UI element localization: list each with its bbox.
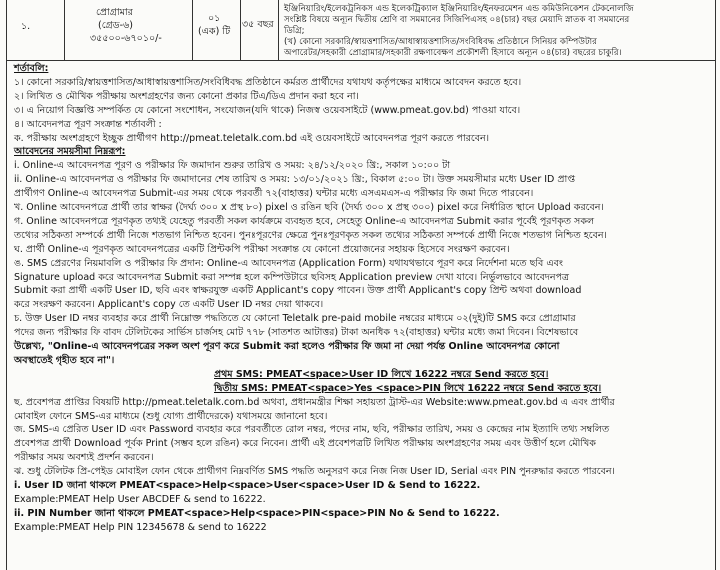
age-limit: ৩৫ বছর: [242, 19, 274, 30]
condition-line: চ. উক্ত User ID নম্বর ব্যবহার করে প্রার্থী নিম্নোক্ত পদ্ধতিতে যে কোনো Teletalk pre-paid mobile নম্বরের মাধ্যমে ০২(দুই)টি SMS করে প্রোগ্রামার: [14, 313, 576, 325]
condition-line: ৩। এ নিয়োগ বিজ্ঞপ্তি সম্পর্কিত যে কোনো সংশোধন, সংযোজন(যদি থাকে) নিজস্ব ওয়েবসাইটে (www.pmeat.gov.bd) পাওয়া যাবে।: [14, 104, 521, 116]
age-cell: [240, 0, 279, 60]
post-grade: (গ্রেড-৬): [98, 20, 133, 31]
condition-line: প্রবেশপত্র প্রার্থী Download পূর্বক Print (সম্ভব হলে রঙিন) করে নিবেন। প্রার্থী এই প্রবেশপত্রটি লিখিত পরীক্ষায় অংশগ্রহণের সময় এবং উত্তীর্ণ হলে মৌখিক: [14, 438, 596, 450]
condition-line: জ. SMS-এ প্রেরিত User ID এবং Password ব্যবহার করে পরবর্তীতে রোল নম্বর, পদের নাম, ছবি, পরীক্ষার তারিখ, সময় ও কেন্দ্রের নাম ইত্যাদি তথ্য সম্বলিত: [14, 424, 610, 436]
condition-line: Example:PMEAT Help PIN 12345678 & send to 16222: [14, 521, 267, 533]
condition-line: ঘ. প্রার্থী Online-এ পূরণকৃত আবেদনপত্রের একটি প্রিন্টকপি পরীক্ষা সংক্রান্ত যে কোনো প্রয়োজনের সহায়ক হিসেবে সংরক্ষণ করবেন।: [14, 243, 510, 255]
condition-line: ঝ. শুধু টেলিটক প্রি-পেইড মোবাইল ফোন থেকে প্রার্থীগণ নিম্নবর্ণিত SMS পদ্ধতি অনুসরণ করে নিজ নিজ User ID, Serial এবং PIN পুনরুদ্ধার করতে পারবেন।: [14, 466, 615, 478]
condition-line: ২। লিখিত ও মৌখিক পরীক্ষায় অংশগ্রহণের জন্য কোনো প্রকার টিএ/ডিএ প্রদান করা হবে না।: [14, 90, 359, 102]
vacancy-table: [6, 0, 716, 61]
condition-line: আবেদনের সময়সীমা নিম্নরূপ:: [14, 146, 126, 158]
serial-number: ১.: [21, 21, 31, 32]
condition-line: ii. Online-এ আবেদনপত্র ও পরীক্ষার ফি জমাদানের শেষ তারিখ ও সময়: ১৩/০১/২০২১ খ্রি:, বিকাল ৫:০০ টা। উক্ত সময়সীমার মধ্যে User ID প্রাপ্ত: [14, 174, 576, 186]
condition-line: Submit করা প্রার্থী একটি User ID, ছবি এবং স্বাক্ষরযুক্ত একটি Applicant's copy পাবেন। উক্ত প্রার্থী Applicant's copy প্রিন্ট অথবা download: [14, 285, 582, 297]
condition-line: দ্বিতীয় SMS: PMEAT<space>Yes <space>PIN লিখে 16222 নম্বরে Send করতে হবে।: [214, 382, 602, 394]
condition-line: পদের জন্য পরীক্ষার ফি বাবদ টেলিটকের সার্ভিস চার্জসহ মোট ৭৭৮ (সাতশত আটাত্তর) টাকা অনধিক ৭২(বাহাত্তর) ঘন্টার মধ্যে জমা দিবেন। বিশেষভাবে: [14, 327, 579, 339]
condition-line: মোবাইল ফোনে SMS-এর মাধ্যমে (শুধু যোগ্য প্রার্থীদেরকে) যথাসময়ে জানানো হবে।: [14, 410, 328, 422]
qualification-line: সংশ্লিষ্ট বিষয়ে অন্যূন দ্বিতীয় শ্রেণি বা সমমানের সিজিপিএসহ ০৪(চার) বছর মেয়াদি স্নাতক বা সমমানের: [284, 15, 630, 25]
condition-line: উল্লেখ্য, "Online-এ আবেদনপত্রের সকল অংশ পূরণ করে Submit করা হলেও পরীক্ষার ফি জমা না দেয়া পর্যন্ত Online আবেদনপত্র কোনো: [14, 341, 560, 352]
condition-line: ii. PIN Number জানা থাকলে PMEAT<space>Help<space>PIN<space>PIN No & Send to 16222.: [14, 507, 500, 519]
condition-line: ক. পরীক্ষায় অংশগ্রহণে ইচ্ছুক প্রার্থীগণ http://pmeat.teletalk.com.bd এই ওয়েবসাইটে আবেদনপত্র পূরণ করতে পারবেন।: [14, 132, 490, 144]
condition-line: Signature upload করে আবেদনপত্র Submit করা সম্পন্ন হলে কম্পিউটারে ছবিসহ Application preview দেখা যাবে। নির্ভুলভাবে আবেদনপত্র: [14, 271, 569, 283]
post-count-words: (এক) টি: [198, 26, 231, 37]
post-cell: [64, 0, 193, 60]
condition-line: পরীক্ষার সময় অবশ্যই প্রদর্শন করবেন।: [14, 452, 154, 464]
condition-line: প্রার্থীগণ Online-এ আবেদনপত্র Submit-এর সময় থেকে পরবর্তী ৭২(বাহাত্তর) ঘন্টার মধ্যে এসএমএস-এ পরীক্ষার ফি জমা দিতে পারবেন।: [14, 188, 534, 200]
qualification-line: ডিগ্রি;: [284, 26, 305, 36]
qualification-cell: [278, 0, 715, 60]
condition-line: Example:PMEAT Help User ABCDEF & send to 16222.: [14, 493, 266, 505]
condition-line: খ. Online আবেদনপত্রে প্রার্থী তার স্বাক্ষর (দৈর্ঘ্য ৩০০ x প্রস্থ ৮০) pixel ও রঙিন ছবি (দৈর্ঘ্য ৩০০ x প্রস্থ ৩০০) pixel করে নির্ধারিত স্থানে Upload করবেন।: [14, 202, 604, 213]
count-cell: [192, 0, 241, 60]
serial-cell: [7, 0, 65, 60]
condition-line: i. User ID জানা থাকলে PMEAT<space>Help<space>User<space>User ID & Send to 16222.: [14, 480, 481, 491]
condition-line: ১। কোনো সরকারি/স্বায়ত্তশাসিত/আধাস্বায়ত্তশাসিত/সংবিধিবদ্ধ প্রতিষ্ঠানে কর্মরত প্রার্থীদের যথাযথ কর্তৃপক্ষের মাধ্যমে আবেদন করতে হবে।: [14, 76, 522, 88]
post-count: ০১: [208, 13, 221, 24]
condition-line: ছ. প্রবেশপত্র প্রাপ্তির বিষয়টি http://pmeat.teletalk.com.bd অথবা, প্রধানমন্ত্রীর শিক্ষা সহায়তা ট্রাস্ট-এর Website:www.pmeat.gov.bd এ এবং প্রার্থীর: [14, 396, 615, 408]
condition-line: তথ্যের সঠিকতা সম্পর্কে প্রার্থী নিজে শতভাগ নিশ্চিত হবেন। পুনঃপূরণের ক্ষেত্রে পুনঃপূরণকৃত সকল তথ্যের সঠিকতা সম্পর্কে প্রার্থী নিজে শতভাগ নিশ্চিত হবেন।: [14, 229, 607, 241]
condition-line: ৪। আবেদনপত্র পূরণ সংক্রান্ত শর্তাবলী :: [14, 118, 162, 130]
condition-line: করে সংরক্ষণ করবেন। Applicant's copy তে একটি User ID নম্বর দেয়া থাকবে।: [14, 299, 324, 311]
condition-line: ঙ. SMS প্রেরণের নিয়মাবলি ও পরীক্ষার ফি প্রদান: Online-এ আবেদনপত্র (Application Form) যথাযথভাবে পূরণ করে নির্দেশনা মতে ছবি এবং: [14, 257, 563, 269]
qualification-line: ইঞ্জিনিয়ারিং/ইলেকট্রনিকস এন্ড ইলেকট্রিক্যাল ইঞ্জিনিয়ারিং/ইনফরমেশন এন্ড কমিউনিকেশন টেকনোলজি: [284, 4, 634, 14]
condition-line: অবস্থাতেই গৃহীত হবে না"।: [14, 354, 115, 366]
post-salary: ৩৫৫০০-৬৭০১০/-: [90, 33, 162, 44]
qualification-line: অপারেটর/সহকারী প্রোগ্রামার/সহকারী রক্ষণাবেক্ষণ প্রকৌশলী হিসাবে অন্যূন ০৪(চার) বছরের চাকুরি।: [284, 48, 622, 58]
condition-line: i. Online-এ আবেদনপত্র পূরণ ও পরীক্ষার ফি জমাদান শুরুর তারিখ ও সময়: ২৪/১২/২০২০ খ্রি:, সকাল ১০:০০ টা: [14, 160, 451, 172]
condition-line: শর্তাবলি:: [14, 63, 49, 74]
condition-line: গ. Online আবেদনপত্রে পূরণকৃত তথ্যই যেহেতু পরবর্তী সকল কার্যক্রমে ব্যবহৃত হবে, সেহেতু Online-এ আবেদনপত্র Submit করার পূর্বেই পূরণকৃত সকল: [14, 215, 595, 227]
qualification-line: (খ) কোনো সরকারি/স্বায়ত্তশাসিত/আধাস্বায়ত্তশাসিত/সংবিধিবদ্ধ প্রতিষ্ঠানে সিনিয়র কম্পিউটার: [284, 37, 597, 47]
post-name: প্রোগ্রামার: [96, 7, 133, 18]
condition-line: প্রথম SMS: PMEAT<space>User ID লিখে 16222 নম্বরে Send করতে হবে।: [214, 368, 549, 380]
